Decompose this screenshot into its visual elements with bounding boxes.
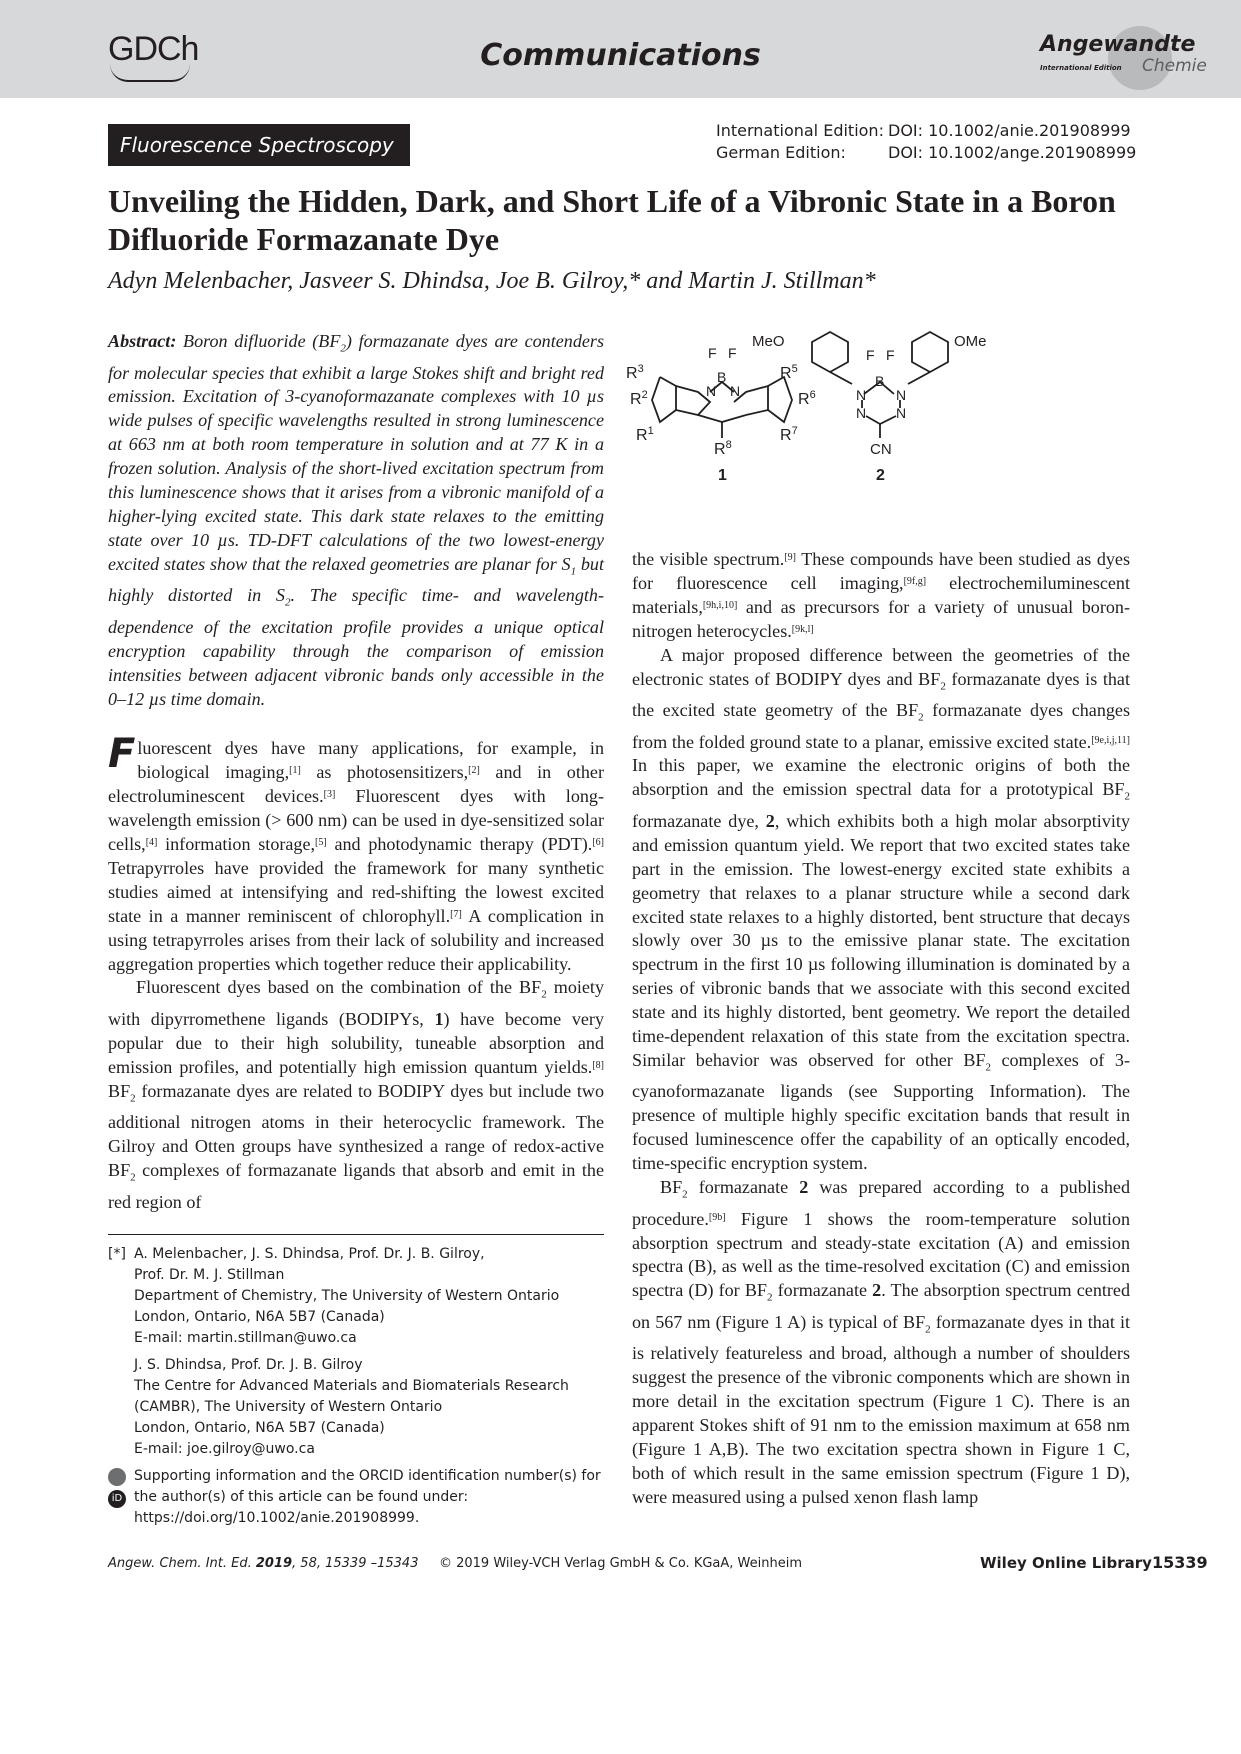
body-text: Fluorescent dyes based on the combination of the BF <box>136 977 542 998</box>
subscript: 2 <box>130 1092 136 1105</box>
atom-label: R <box>780 427 792 444</box>
compound-1-bonds <box>652 377 792 438</box>
footnote-line: J. S. Dhindsa, Prof. Dr. J. B. Gilroy <box>134 1357 363 1373</box>
journal-section-title: Communications <box>480 38 761 73</box>
atom-label: 8 <box>725 439 732 451</box>
compound-1-n-left: N <box>706 383 717 399</box>
compound-2-n: N <box>896 405 907 421</box>
citation-link[interactable]: [9b] <box>708 1211 726 1223</box>
atom-label: R <box>630 391 642 408</box>
atom-label: 1 <box>647 425 654 437</box>
right-column <box>632 548 1130 1510</box>
affiliation-1 <box>134 1244 608 1460</box>
footer-copyright: © 2019 Wiley-VCH Verlag GmbH & Co. KGaA, Weinheim <box>438 1556 802 1571</box>
compound-1-meso-bond-right <box>722 415 746 422</box>
body-text: and in other electroluminescent devices. <box>108 762 604 807</box>
subscript: 2 <box>541 989 547 1002</box>
body-text: These compounds have been studied as dyes for fluorescence cell imaging, <box>632 549 1130 593</box>
footnote-line: The Centre for Advanced Materials and Biomaterials Research <box>134 1378 569 1394</box>
body-text: A complication in using tetrapyrroles arises from their lack of solubility and increased aggregation properties which together reduce their applicability. <box>108 905 604 974</box>
body-text: complexes of 3-cyanoformazanate ligands (see Supporting Information). The presence of multiple highly specific excitation bands that result in focused luminescence offer the capability of an optically encoded, time-specific encryption system. <box>632 1049 1131 1174</box>
body-text: moiety with dipyrromethene ligands (BODIPYs, <box>108 977 604 1029</box>
body-text: Fluorescent dyes with long-wavelength emission (> 600 nm) can be used in dye-sensitized solar cells, <box>108 786 604 855</box>
footnote-line: Department of Chemistry, The University of Western Ontario <box>134 1288 560 1304</box>
body-text: A major proposed difference between the geometries of the electronic states of BODIPY dyes and BF <box>632 644 1130 689</box>
compound-1-r6 <box>798 389 816 408</box>
body-paragraph <box>632 548 1130 644</box>
article-title: Unveiling the Hidden, Dark, and Short Life of a Vibronic State in a Boron Difluoride Formazanate Dye <box>108 183 1116 257</box>
compound-2-left-aryl-bond <box>830 372 852 384</box>
atom-label: 5 <box>791 363 798 375</box>
citation-link[interactable]: [9h,i,10] <box>702 599 738 611</box>
doi-german-label: German Edition: <box>716 143 846 162</box>
compound-2-methoxy-left: MeO <box>752 333 785 350</box>
angewandte-logo-text: Angewandte <box>1040 32 1196 57</box>
subscript: 2 <box>130 1171 136 1184</box>
atom-label: R <box>626 365 638 382</box>
compound-ref: 1 <box>434 1009 444 1029</box>
doi-international-label: International Edition: <box>716 121 884 140</box>
compound-1-fluorine: F <box>728 345 737 361</box>
compound-ref: 2 <box>799 1177 809 1198</box>
compound-2-boron: B <box>875 373 885 389</box>
body-text: formazanate dyes in that it is relatively featureless and broad, although a number of shoulders suggest the presence of the vibronic components which are shown in more detail in the excitation spectrum (Figure 1 C). There is an apparent Stokes shift of 91 nm to the emission maximum at 658 nm (Figure 1 A,B). The two excitation spectra shown in Figure 1 C, both of which result in the same emission spectrum (Figure 1 D), were measured using a pulsed xenon flash lamp <box>632 1311 1130 1507</box>
subscript: 2 <box>925 1323 931 1336</box>
compound-1-right-ring <box>768 377 792 422</box>
compound-1-r1 <box>636 425 654 444</box>
citation-journal: Angew. Chem. Int. Ed. <box>108 1556 256 1571</box>
compound-2-label: 2 <box>876 467 885 484</box>
gdch-logo: GDCh <box>108 30 199 68</box>
citation-link[interactable]: [5] <box>315 837 327 849</box>
body-text: and as precursors for a variety of unusual boron-nitrogen heterocycles. <box>632 596 1130 641</box>
drop-cap: F <box>108 731 136 778</box>
subscript: 2 <box>340 342 346 355</box>
compound-1-n-right: N <box>730 383 741 399</box>
subscript: 2 <box>682 1188 688 1201</box>
citation-link[interactable]: [7] <box>450 908 462 920</box>
compound-1-fluorine: F <box>708 345 717 361</box>
citation-link[interactable]: [9e,i,j,11] <box>1091 734 1130 746</box>
compound-2-fluorine: F <box>866 347 875 363</box>
body-text: complexes of formazanate ligands that absorb and emit in the red region of <box>108 1160 604 1212</box>
body-paragraph <box>108 731 605 976</box>
subscript: 2 <box>766 1291 773 1304</box>
body-text: BF <box>660 1177 683 1198</box>
page-number: 15339 <box>1152 1553 1208 1572</box>
body-text: luorescent dyes have many applications, for example, in biological imaging, <box>137 738 604 783</box>
body-text: and photodynamic therapy (PDT). <box>326 834 593 855</box>
angewandte-logo-edition: International Edition <box>1040 64 1122 72</box>
footnote-line: London, Ontario, N6A 5B7 (Canada) <box>134 1420 385 1436</box>
supporting-info-link[interactable]: https://doi.org/10.1002/anie.201908999. <box>134 1510 420 1526</box>
supporting-info-note <box>108 1466 608 1529</box>
email-link[interactable]: E-mail: joe.gilroy@uwo.ca <box>134 1441 315 1457</box>
subscript: 2 <box>284 596 291 609</box>
body-text: was prepared according to a published procedure. <box>632 1177 1130 1229</box>
body-text: formazanate dyes changes from the folded ground state to a planar, emissive excited state. <box>632 700 1130 752</box>
compound-2-methoxy-right: OMe <box>954 333 987 350</box>
atom-label: R <box>780 365 792 382</box>
body-text: electrochemiluminescent materials, <box>632 572 1130 617</box>
body-text: Tetrapyrroles have provided the framework for many synthetic studies aimed at intensifying and red-shifting the lowest excited state in a manner reminiscent of chlorophyll. <box>108 857 604 926</box>
compound-1-core-left <box>676 386 710 415</box>
compound-2-n: N <box>896 387 907 403</box>
citation-link[interactable]: [2] <box>468 765 480 777</box>
orcid-icon: iD <box>108 1490 126 1508</box>
subscript: 2 <box>918 711 924 724</box>
citation-link[interactable]: [6] <box>592 837 605 849</box>
atom-label: 7 <box>791 425 798 437</box>
atom-label: R <box>636 427 648 444</box>
citation-link[interactable]: [4] <box>145 837 158 849</box>
left-column <box>108 330 604 1214</box>
compound-2-n: N <box>856 405 867 421</box>
compound-ref: 2 <box>872 1280 882 1301</box>
footnote-line: London, Ontario, N6A 5B7 (Canada) <box>134 1309 385 1325</box>
atom-label: 3 <box>637 363 644 375</box>
compound-2-n: N <box>856 387 867 403</box>
body-text: as photosensitizers, <box>300 762 469 783</box>
footnote-marker: [*] <box>108 1246 126 1262</box>
compound-2-right-phenyl <box>912 332 948 372</box>
body-paragraph <box>632 644 1130 1176</box>
compound-1-left-ring <box>652 377 676 422</box>
angewandte-logo-chemie: Chemie <box>1142 56 1207 76</box>
body-text: Figure 1 shows the room-temperature solution absorption spectrum and steady-state excitation (A) and emission spectra (B), as well as the time-resolved excitation (C) and emission spectra (D) for BF <box>632 1208 1130 1301</box>
body-text: ) have become very popular due to their high solubility, tuneable absorption and emission profiles, and potentially high emission quantum yields. <box>108 1009 604 1077</box>
abstract-text: but highly distorted in S <box>108 553 604 606</box>
body-text: BF <box>108 1080 131 1101</box>
abstract-label: Abstract: <box>108 331 177 351</box>
section-label: Fluorescence Spectroscopy <box>108 124 410 166</box>
body-text: formazanate <box>687 1177 800 1198</box>
body-text: , which exhibits both a high molar absorptivity and emission quantum yield. We report that two excited states take part in the emission. The lowest-energy excited state exhibits a geometry that relaxes to a planar structure while a second dark excited state relaxes to a highly distorted, bent structure that decays slowly over 30 µs to the emissive planar state. The excitation spectrum in the first 10 µs following illumination is dominated by a series of vibronic bands that we associate with this second excited state and its highly distorted, bent geometry. We report the detailed time-dependent relaxation of this state from the excitation spectra. Similar behavior was observed for other BF <box>632 810 1130 1070</box>
citation-link[interactable]: [9f,g] <box>903 575 927 587</box>
atom-label: 6 <box>809 389 816 401</box>
footnote-divider <box>108 1234 604 1235</box>
wiley-online-library-link[interactable]: Wiley Online Library <box>980 1554 1152 1572</box>
subscript: 2 <box>985 1061 991 1074</box>
compound-2-c-bonds <box>866 416 896 424</box>
citation-link[interactable]: [9k,l] <box>791 623 814 635</box>
footnote-line: (CAMBR), The University of Western Ontario <box>134 1399 443 1415</box>
body-text: formazanate dyes are related to BODIPY dyes but include two additional nitrogen atoms in their heterocyclic framework. The Gilroy and Otten groups have synthesized a range of redox-active BF <box>108 1080 604 1181</box>
citation-link[interactable]: [3] <box>323 789 336 801</box>
body-text: formazanate <box>772 1280 873 1301</box>
citation-year: 2019 <box>255 1556 293 1571</box>
compound-1-r5 <box>780 363 798 382</box>
compound-1-label: 1 <box>718 467 727 484</box>
subscript: 2 <box>940 680 946 693</box>
compound-1-r2 <box>630 389 648 408</box>
atom-label: 2 <box>641 389 648 401</box>
compound-2-left-phenyl <box>812 332 848 372</box>
compound-1-r8 <box>714 439 732 458</box>
footnote-line: Supporting information and the ORCID identification number(s) for <box>134 1468 601 1484</box>
compound-2-fluorine: F <box>886 347 895 363</box>
body-text: . The absorption spectrum centred on 567 nm (Figure 1 A) is typical of BF <box>632 1280 1131 1332</box>
chemical-structures-figure <box>626 330 1130 500</box>
citation-link[interactable]: [1] <box>289 765 301 777</box>
body-text: In this paper, we examine the electronic origins of both the absorption and the emission spectral data for a prototypical BF <box>632 755 1130 800</box>
atom-label: R <box>798 391 810 408</box>
abstract-text: Boron difluoride (BF <box>176 331 341 351</box>
affiliation-block <box>108 1244 608 1460</box>
subscript: 1 <box>570 565 577 578</box>
body-paragraph <box>108 976 604 1214</box>
subscript: 2 <box>1124 790 1130 803</box>
citation-link[interactable]: [9] <box>784 552 796 563</box>
citation-link[interactable]: [8] <box>592 1059 604 1071</box>
footnote-line: A. Melenbacher, J. S. Dhindsa, Prof. Dr. J. B. Gilroy, <box>134 1246 485 1262</box>
body-paragraph <box>632 1176 1130 1510</box>
atom-label: R <box>714 441 726 458</box>
body-text: information storage, <box>157 834 316 855</box>
doi-international-link[interactable]: DOI: 10.1002/anie.201908999 <box>888 121 1131 140</box>
compound-2-right-aryl-bond <box>908 372 930 384</box>
abstract <box>108 330 604 711</box>
supporting-info-icon <box>108 1468 126 1486</box>
citation-pages: , 58, 15339 –15343 <box>292 1556 419 1571</box>
doi-german-link[interactable]: DOI: 10.1002/ange.201908999 <box>888 143 1137 162</box>
doi-block <box>716 120 1136 164</box>
compound-ref: 2 <box>765 810 775 831</box>
compound-1-boron: B <box>717 369 727 385</box>
body-text: formazanate dye, <box>632 810 766 831</box>
abstract-text: . The specific time- and wavelength-dependence of the excitation profile provides a unique optical encryption capability through the comparison of emission intensities between adjacent vibronic bands only accessible in the 0–12 µs time domain. <box>108 585 604 709</box>
article-authors: Adyn Melenbacher, Jasveer S. Dhindsa, Joe B. Gilroy,* and Martin J. Stillman* <box>108 268 876 294</box>
angewandte-logo <box>1040 26 1210 86</box>
compound-1-meso-bond-left <box>698 415 722 422</box>
footnote-line: Prof. Dr. M. J. Stillman <box>134 1267 285 1283</box>
body-text: formazanate dyes is that the excited state geometry of the BF <box>632 668 1130 721</box>
affiliation-footnotes <box>108 1244 608 1529</box>
footnote-line: the author(s) of this article can be found under: <box>134 1489 469 1505</box>
email-link[interactable]: E-mail: martin.stillman@uwo.ca <box>134 1330 357 1346</box>
compound-1-r7 <box>780 425 798 444</box>
abstract-text: ) formazanate dyes are contenders for molecular species that exhibit a large Stokes shift and bright red emission. Excitation of 3-cyanoformazanate complexes with 10 µs wide pulses of specific wavelengths resulted in strong luminescence at 663 nm at both room temperature in solution and at 77 K in a frozen solution. Analysis of the short-lived excitation spectrum from this luminescence shows that it arises from a vibronic manifold of a higher-lying excited state. This dark state relaxes to the emitting state over 10 µs. TD-DFT calculations of the two lowest-energy excited states show that the relaxed geometries are planar for S <box>108 331 604 574</box>
compound-2-cyano: CN <box>870 441 892 458</box>
compound-1-r3 <box>626 363 644 382</box>
body-text: the visible spectrum. <box>632 549 785 569</box>
